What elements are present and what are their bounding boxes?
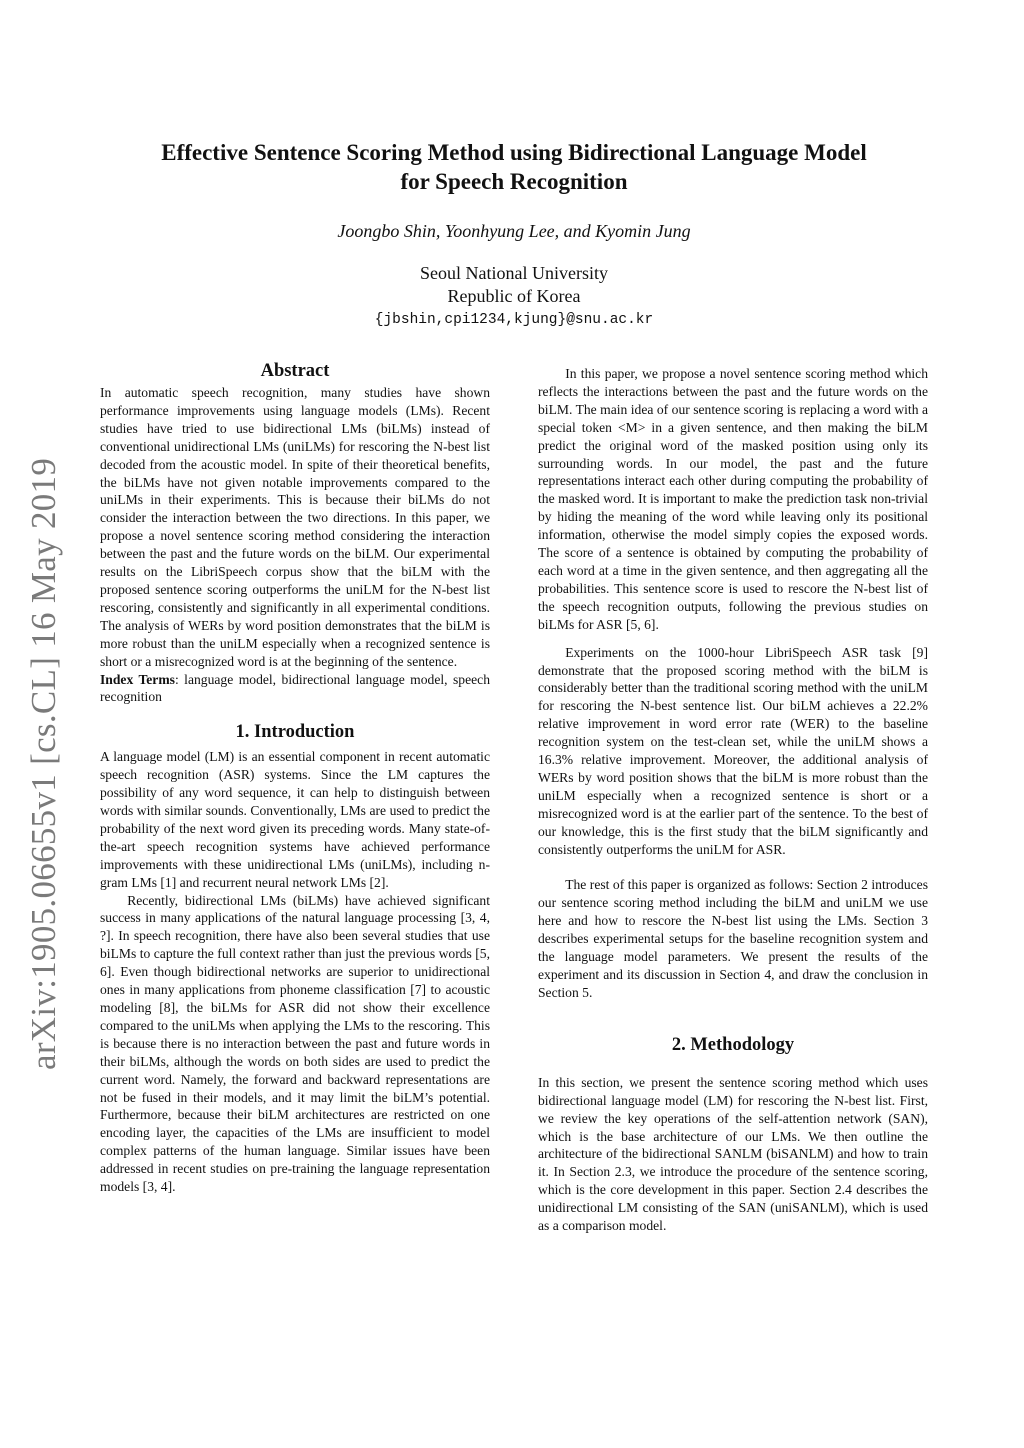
intro-paragraph-5: The rest of this paper is organized as follows: Section 2 introduces our sentence scoring method including the biLM and uniLM we use here and how to rescore the N-best list using the LMs. Section 3 describes experimental setups for the baseline recognition system and the language model parameters. We present the results of the experiment and its discussion in Section 4, and draw the conclusion in Section 5. [538, 877, 928, 1000]
intro-paragraph-4: Experiments on the 1000-hour LibriSpeech ASR task [9] demonstrate that the proposed scoring method with the biLM is considerably better than the traditional scoring method with the uniLM for rescoring the N-best sentence list. Our biLM achieves a 22.2% relative improvement in word error rate (WER) to the baseline recognition system on the test-clean set, while the uniLM shows a 16.3% relative improvement. Moreover, the additional analysis of WERs by word position shows that the biLM is more robust than the uniLM especially when a recognized sentence is short or a misrecognized word is at the earlier part of the sentence. To the best of our knowledge, this is the first study that the biLM significantly and consistently outperforms the uniLM for ASR. [538, 644, 928, 857]
title-line-2: for Speech Recognition [400, 169, 628, 194]
authors: Joongbo Shin, Yoonhyung Lee, and Kyomin Jung [337, 221, 691, 241]
paper-header [100, 138, 928, 328]
introduction-heading: 1. Introduction [235, 722, 355, 743]
intro-paragraph-1: A language model (LM) is an essential component in recent automatic speech recognition (ASR) systems. Since the LM captures the possibility of any word sequence, it can help to distinguish between words with similar sounds. Conventionally, LMs are used to predict the probability of the next word given its preceding words. Many state-of-the-art speech recognition systems have achieved performance improvements with these unidirectional LMs (uniLMs), including n-gram LMs [1] and recurrent neural network LMs [2]. [100, 749, 490, 890]
affiliation [100, 262, 928, 308]
abstract-text: In automatic speech recognition, many studies have shown performance improvements using language models (LMs). Recent studies have tried to use bidirectional LMs (biLMs) instead of conventional unidirectional LMs (uniLMs) for rescoring the N-best list decoded from the acoustic model. In spite of their theoretical benefits, the biLMs have not given notable improvements compared to the uniLMs in their experiments. This is because their biLMs do not consider the interaction between the two directions. In this paper, we propose a novel sentence scoring method considering the interaction between the past and the future words on the biLM. Our experimental results on the LibriSpeech corpus show that the biLM with the proposed sentence scoring outperforms the uniLM for the N-best list rescoring, consistently and significantly in all experimental conditions. The analysis of WERs by word position demonstrates that the biLM is more robust than the uniLM especially when a recognized sentence is short or a misrecognized word is at the beginning of the sentence. [100, 385, 490, 669]
methodology-heading: 2. Methodology [671, 1034, 795, 1055]
abstract-heading: Abstract [260, 361, 330, 381]
arxiv-side-stamp: arXiv:1905.06655v1 [cs.CL] 16 May 2019 [24, 457, 63, 1070]
index-terms-label: Index Terms [100, 671, 175, 687]
author-emails: {jbshin,cpi1234,kjung}@snu.ac.kr [374, 312, 654, 328]
affiliation-line-2: Republic of Korea [447, 286, 581, 306]
index-terms-text: : language model, bidirectional language model, speech recognition [100, 671, 490, 705]
title-line-1: Effective Sentence Scoring Method using Bidirectional Language Model [161, 140, 867, 165]
paper-title [100, 138, 928, 196]
methodology-paragraph-1: In this section, we present the sentence scoring method which uses bidirectional language model (LM) for rescoring the N-best list. First, we review the key operations of the self-attention network (SAN), which is the base architecture of our LMs. We then outline the architecture of the bidirectional SANLM (biSANLM) and how to train it. In Section 2.3, we introduce the procedure of the sentence scoring, which is the core development in this paper. Section 2.4 describes the unidirectional LM consisting of the SAN (uniSANLM), which is used as a comparison model. [538, 1074, 928, 1234]
affiliation-line-1: Seoul National University [420, 263, 608, 283]
left-column [100, 358, 490, 1196]
right-column [538, 365, 928, 1235]
intro-paragraph-2: Recently, bidirectional LMs (biLMs) have achieved significant success in many applications of the natural language processing [3, 4, ?]. In speech recognition, there have also been several studies that use biLMs to capture the full context rather than just the previous words [5, 6]. Even though bidirectional networks are superior to unidirectional ones in many applications from phoneme classification [7] to acoustic modeling [8], the biLMs for ASR did not show their excellence compared to the uniLMs when applying the LMs to the rescoring. This is because there is no interaction between the past and future words in their biLMs, although the words on both sides are used to predict the current word. Namely, the forward and backward representations are not be fused in their models, and it may limit the biLM’s potential. Furthermore, because their biLM architectures are restricted on one encoding layer, the capacities of the LMs are insufficient to model complex patterns of the human language. Similar issues have been addressed in recent studies on pre-training the language representation models [3, 4]. [100, 892, 490, 1195]
intro-paragraph-3: In this paper, we propose a novel sentence scoring method which reflects the interactions between the past and the future words on the biLM. The main idea of our sentence scoring is replacing a word with a special token <M> in a given sentence, and then making the biLM predict the original word of the masked position using only its surrounding words. In our model, the past and the future representations interact each other during computing the probability of the masked word. It is important to make the prediction task non-trivial by hiding the meaning of the word while leaving only its positional information, otherwise the model simply copies the exposed words. The score of a sentence is obtained by computing the probability of each word at a time in the given sentence, and then aggregating all the probabilities. This sentence score is used to rescore the N-best list of the speech recognition outputs, following the previous studies on biLMs for ASR [5, 6]. [538, 366, 928, 632]
index-terms [100, 671, 490, 707]
